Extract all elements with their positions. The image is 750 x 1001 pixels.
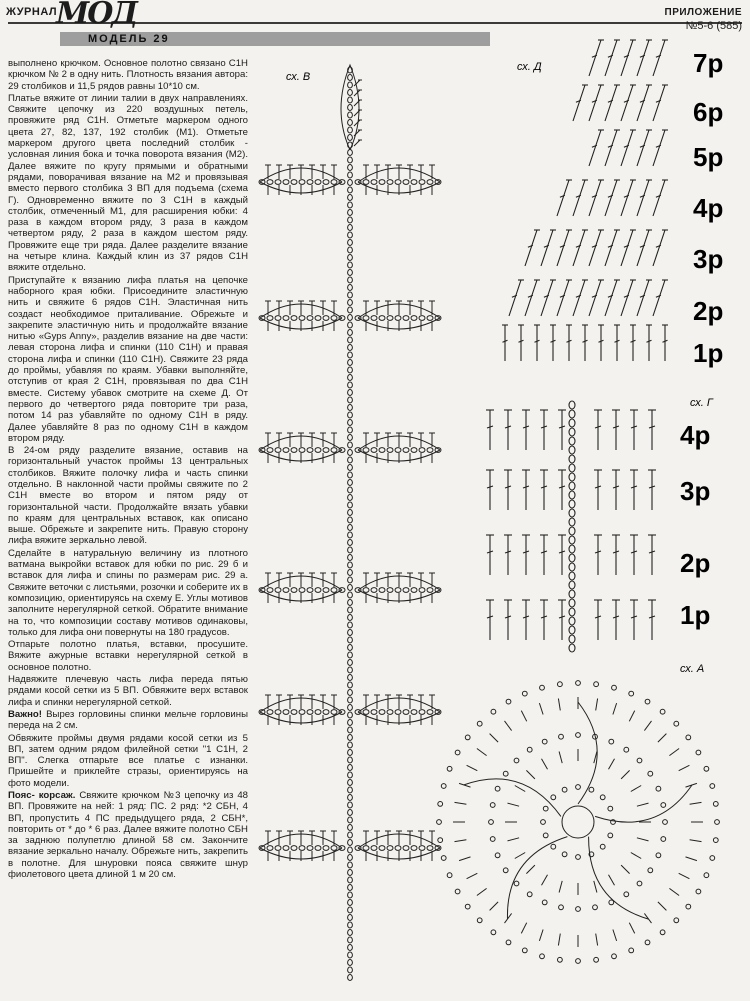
important-text: Вырез горловины спинки мельче горловины переда на 2 см. <box>8 708 248 732</box>
scheme-v-label: сх. В <box>286 71 311 83</box>
model-title: МОДЕЛЬ 29 <box>88 33 170 45</box>
text-paragraph: выполнено крючком. Основное полотно связано С1Н крючком № 2 в одну нить. Плотность вязания автора: 29 столбиков и 11,5 рядов равны 10*10 см. <box>8 58 248 92</box>
scheme-d-row-7: 7р <box>693 48 724 78</box>
scheme-g-row-2: 2р <box>680 548 711 578</box>
belt-label: Пояс- корсаж. <box>8 790 76 801</box>
scheme-d-chart <box>502 40 668 361</box>
text-paragraph: Сделайте в натуральную величину из плотного ватмана выкройки вставок для юбки по рис. 29 б и вставок для лифа и спины по размерам рис. 29 а. Свяжите веточки с листьями, розочки и соберите их в композицию, ориентируясь на схему Е. Углы мотивов заполните нерегулярной сеткой. Обратите внимание на то, что композиции составу мотивов одинаковы, только для лифа они повернуты на 180 градусов. <box>8 547 248 638</box>
text-paragraph: В 24-ом ряду разделите вязание, оставив на горизонтальный участок проймы 13 центральных столбиков. Вяжите полочку лифа и часть спинки отдельно. В наклонной части проймы свяжите по 2 С1Н вместе во втором и пятом ряду от горизонтальной части. Продолжайте вязать убавки по краям для центральных вставок, как описано выше. Обрежьте и закрепите нить. Правую сторону лифа вяжите зеркально левой. <box>8 445 248 547</box>
scheme-d-row-6: 6р <box>693 97 724 127</box>
scheme-a-motif <box>437 681 720 964</box>
text-paragraph: Приступайте к вязанию лифа платья на цепочке наборного края юбки. Присоедините эластичную нить и свяжите 6 рядов С1Н. Эластичная нить создаст необходимое приталивание. Обрежьте и закрепите эластичную нить и продолжайте вязание нитью «Gyps Anny», разделив вязание на две части: левая сторона лифа и спинки (110 С1Н) и правая сторона лифа и спинки (110 С1Н). Свяжите 23 ряда до проймы, убавляя по краям. Убавки выполняйте, отступив от края 2 С1Н, провязывая по два С1Н вместе. Систему убавок смотрите на схеме Д. От первого до четвертого ряда повторите три раза, потом 14 раз убавляйте по одному С1Н в ряду. Далее убавляйте 8 раз по одному С1Н в каждом втором ряду. <box>8 274 248 444</box>
scheme-d-row-5: 5р <box>693 142 724 172</box>
belt-text: Свяжите крючком №3 цепочку из 48 ВП. Провяжите на ней: 1 ряд: ПС. 2 ряд: *2 СБН, 4 ВП, пропустить 4 ПС предыдущего ряда, 2 СБН*, повторить от * до * 6 раз. Далее вяжите полотно СБН за заднюю полупетлю длиной 58 см. Закончите вязание зеркально началу. Обрежьте нить, закрепить в полотне. Для шнуровки пояса свяжите шнур фиолетового цвета длиной 1 м 20 см. <box>8 790 248 881</box>
text-paragraph: Платье вяжите от линии талии в двух направлениях. Свяжите цепочку из 220 воздушных петель, провяжите ряд С1Н. Отметьте маркером одного цвета 27, 82, 137, 192 столбик (М1). Отметьте маркером другого цвета последний столбик - условная линия бока и точка поворота вязания (М2). Далее вяжите по кругу прямыми и обратными рядами, поворачивая вязание на М2 и провязывая вместо первого столбика 3 ВП для подъема (схема Г). Одновременно вяжите по 3 С1Н в каждый столбик, отмеченный М1, для расширения юбки: 4 раза в каждом втором ряду, 3 раза в каждом четвертом ряду, 2 раза в каждом шестом ряду. Провяжите еще три ряда. Далее разделите вязание на четыре клина. Каждый клин из 37 рядов С1Н вяжите отдельно. <box>8 92 248 274</box>
scheme-d-row-2: 2р <box>693 296 724 326</box>
text-paragraph: Отпарьте полотно платья, вставки, просушите. Вяжите ажурные вставки нерегулярной сеткой в основное полотно. <box>8 639 248 673</box>
scheme-d-row-4: 4р <box>693 193 724 223</box>
scheme-g-row-3: 3р <box>680 476 711 506</box>
text-paragraph: Обвяжите проймы двумя рядами косой сетки из 5 ВП, затем одним рядом филейной сетки "1 С1Н, 2 ВП". Слегка отпарьте все платье с изнанки. Пришейте и приклейте стразы, ориентируясь на фото модели. <box>8 732 248 789</box>
scheme-d-label: сх. Д <box>517 61 542 73</box>
scheme-v-vine <box>259 65 441 981</box>
journal-label: ЖУРНАЛ <box>6 6 58 18</box>
magazine-logo: МОД <box>56 0 137 31</box>
scheme-g-row-1: 1р <box>680 600 711 630</box>
important-label: Важно! <box>8 708 42 720</box>
issue-number: №5-6 (585) <box>685 20 742 32</box>
scheme-g-label: сх. Г <box>690 397 713 409</box>
scheme-d-row-3: 3р <box>693 244 724 274</box>
scheme-g-chart <box>486 401 656 652</box>
scheme-a-label: сх. А <box>680 663 705 675</box>
supplement-label: ПРИЛОЖЕНИЕ <box>664 7 742 18</box>
scheme-d-row-1: 1р <box>693 338 724 368</box>
text-paragraph: Надвяжите плечевую часть лифа переда пятью рядами косой сетки из 5 ВП. Обвяжите верх вставок лифа и спинки нерегулярной сеткой. <box>8 674 248 708</box>
scheme-g-row-4: 4р <box>680 420 711 450</box>
